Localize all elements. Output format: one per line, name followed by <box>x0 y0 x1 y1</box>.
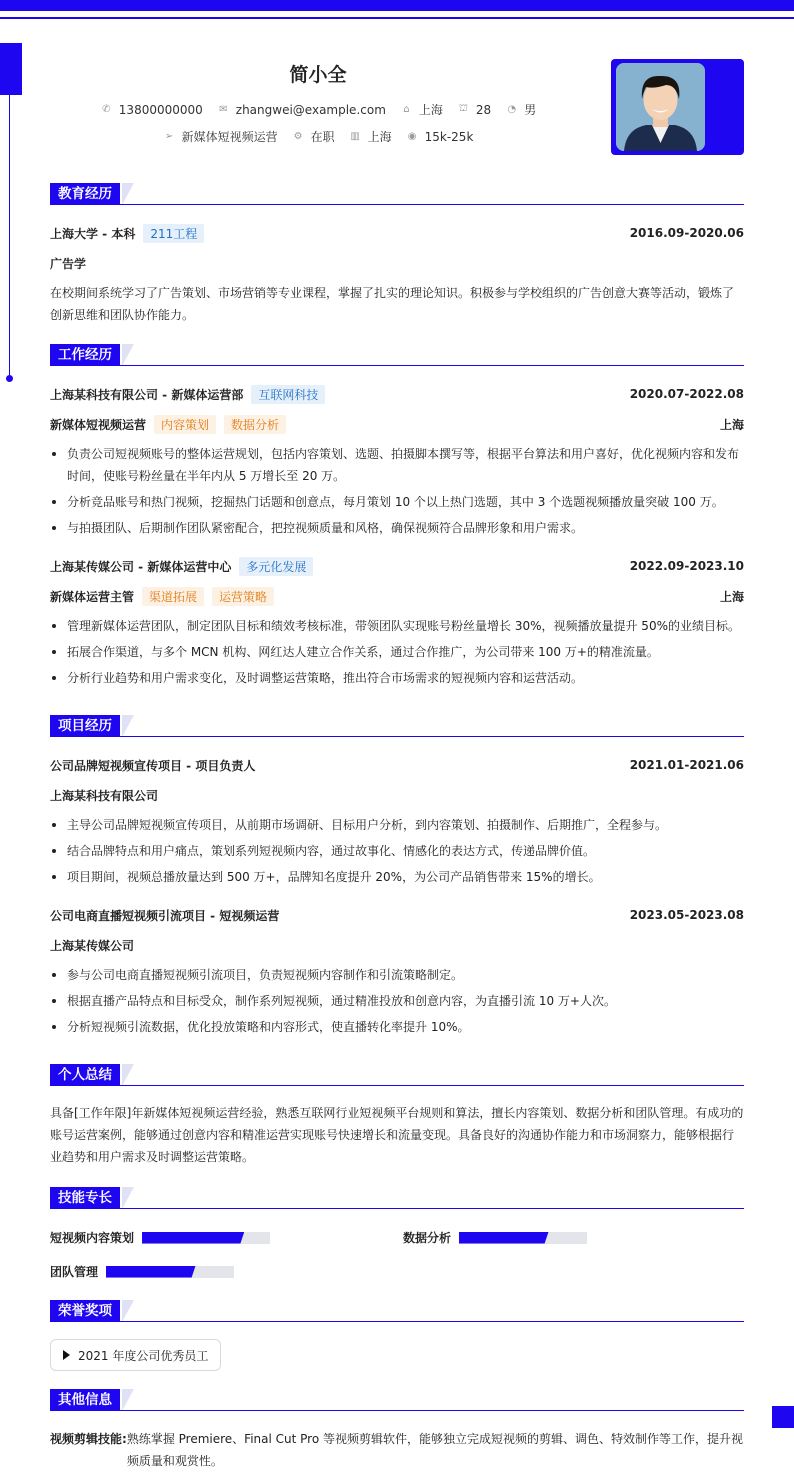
mail-icon: ✉ <box>219 104 228 115</box>
section-other <box>50 1389 744 1411</box>
work-1-header <box>50 383 744 405</box>
list-item: 根据直播产品特点和目标受众，制作系列短视频，通过精准投放和创意内容，为直播引流 10 万+人次。 <box>50 990 744 1012</box>
contact-location: ⌂ 上海 <box>400 101 443 118</box>
job-position: ➢ 新媒体短视频运营 <box>163 128 278 145</box>
top-accent-bar <box>0 0 794 11</box>
section-divider <box>50 736 744 737</box>
salary-icon: ◉ <box>407 131 417 142</box>
school-name: 上海大学 - 本科 <box>50 226 136 241</box>
skill-item <box>403 1229 587 1246</box>
contact-age: ⛫ 28 <box>458 102 492 117</box>
education-date: 2016.09-2020.06 <box>629 226 744 240</box>
work-date: 2022.09-2023.10 <box>629 559 744 573</box>
work-company: 上海某科技有限公司 - 新媒体运营部 <box>50 387 244 402</box>
education-major-row <box>50 252 744 274</box>
job-city: ▥ 上海 <box>350 130 392 144</box>
project-company: 上海某传媒公司 <box>50 938 135 953</box>
section-projects <box>50 715 744 737</box>
list-item: 分析短视频引流数据，优化投放策略和内容形式，使直播转化率提升 10%。 <box>50 1016 744 1038</box>
top-accent-line <box>0 17 794 19</box>
project-2-bullets <box>50 964 744 1042</box>
section-divider <box>50 1208 744 1209</box>
skill-name: 短视频内容策划 <box>50 1231 135 1245</box>
education-header <box>50 222 744 244</box>
section-title-tail <box>122 1300 134 1322</box>
project-1-bullets <box>50 814 744 892</box>
phone-icon: ✆ <box>102 104 111 115</box>
work-company: 上海某传媒公司 - 新媒体运营中心 <box>50 559 232 574</box>
skill-name: 数据分析 <box>403 1231 452 1245</box>
project-2-header <box>50 904 744 926</box>
list-item: 项目期间，视频总播放量达到 500 万+，品牌知名度提升 20%，为公司产品销售带来 15%的增长。 <box>50 866 744 888</box>
contact-gender: ◔ 男 <box>505 101 536 118</box>
section-title-tail <box>122 1389 134 1411</box>
section-title: 教育经历 <box>50 183 120 205</box>
section-divider <box>50 365 744 366</box>
project-title: 公司品牌短视频宣传项目 - 项目负责人 <box>50 758 256 773</box>
status-icon: ⚙ <box>293 131 303 142</box>
contact-phone: ✆ 13800000000 <box>100 103 203 117</box>
list-item: 参与公司电商直播短视频引流项目，负责短视频内容制作和引流策略制定。 <box>50 964 744 986</box>
skill-item <box>50 1263 234 1280</box>
other-info-item <box>50 1428 744 1472</box>
list-item: 管理新媒体运营团队，制定团队目标和绩效考核标准，带领团队实现账号粉丝量增长 30%，视频播放量提升 50%的业绩目标。 <box>50 615 744 637</box>
award-name: 2021 年度公司优秀员工 <box>78 1348 209 1363</box>
section-awards <box>50 1300 744 1322</box>
work-position: 新媒体运营主管 <box>50 589 135 604</box>
section-title: 技能专长 <box>50 1187 120 1209</box>
project-company: 上海某科技有限公司 <box>50 788 159 803</box>
project-date: 2023.05-2023.08 <box>629 908 744 922</box>
skill-name: 团队管理 <box>50 1265 99 1279</box>
section-title: 个人总结 <box>50 1064 120 1086</box>
section-title-tail <box>122 1187 134 1209</box>
project-1-header <box>50 754 744 776</box>
education-description: 在校期间系统学习了广告策划、市场营销等专业课程，掌握了扎实的理论知识。积极参与学校组织的广告创意大赛等活动，锻炼了创新思维和团队协作能力。 <box>50 286 735 322</box>
job-intent-row <box>0 128 636 145</box>
work-industry-tag: 多元化发展 <box>239 557 313 576</box>
work-2-bullets <box>50 615 744 693</box>
work-skill-tag: 渠道拓展 <box>142 587 204 606</box>
age-icon: ⛫ <box>458 103 468 114</box>
triangle-right-icon <box>63 1350 70 1360</box>
section-divider <box>50 1085 744 1086</box>
skill-bar-fill <box>106 1266 196 1278</box>
summary-text: 具备[工作年限]年新媒体短视频运营经验，熟悉互联网行业短视频平台规则和算法，擅长内容策划、数据分析和团队管理。有成功的账号运营案例，能够通过创意内容和精准运营实现账号快速增长和流量变现。具备良好的沟通协作能力和市场洞察力，能够根据行业趋势和用户需求及时调整运营策略。 <box>50 1106 744 1164</box>
section-title: 工作经历 <box>50 344 120 366</box>
contact-row <box>0 101 636 118</box>
section-divider <box>50 1321 744 1322</box>
section-title: 项目经历 <box>50 715 120 737</box>
section-work <box>50 344 744 366</box>
candidate-name: 简小全 <box>289 64 347 86</box>
job-status: ⚙ 在职 <box>292 128 335 145</box>
left-accent-dot <box>6 375 13 382</box>
avatar <box>616 63 705 151</box>
other-info-value: 熟练掌握 Premiere、Final Cut Pro 等视频剪辑软件，能够独立完成短视频的剪辑、调色、特效制作等工作，提升视频质量和观赏性。 <box>126 1432 743 1468</box>
work-2-header <box>50 555 744 577</box>
project-date: 2021.01-2021.06 <box>629 758 744 772</box>
building-icon: ▥ <box>350 131 360 142</box>
work-date: 2020.07-2022.08 <box>629 387 744 401</box>
section-title-tail <box>122 715 134 737</box>
section-title-tail <box>122 183 134 205</box>
photo-frame <box>611 59 744 155</box>
award-item <box>50 1339 221 1371</box>
work-industry-tag: 互联网科技 <box>251 385 325 404</box>
skill-bar-fill <box>142 1232 244 1244</box>
project-title: 公司电商直播短视频引流项目 - 短视频运营 <box>50 908 280 923</box>
send-icon: ➢ <box>164 131 174 142</box>
work-position: 新媒体短视频运营 <box>50 417 147 432</box>
skill-bar-fill <box>459 1232 549 1244</box>
project-2-company-row <box>50 934 744 956</box>
education-major: 广告学 <box>50 256 87 271</box>
right-accent-block <box>772 1406 794 1428</box>
list-item: 与拍摄团队、后期制作团队紧密配合，把控视频质量和风格，确保视频符合品牌形象和用户需求。 <box>50 517 744 539</box>
work-city: 上海 <box>719 589 744 604</box>
list-item: 拓展合作渠道，与多个 MCN 机构、网红达人建立合作关系，通过合作推广，为公司带来 100 万+的精准流量。 <box>50 641 744 663</box>
work-city: 上海 <box>719 417 744 432</box>
other-info-label: 视频剪辑技能: <box>50 1432 127 1446</box>
avatar-portrait-icon <box>616 63 705 151</box>
gender-icon: ◔ <box>507 104 517 115</box>
work-2-position-row <box>50 585 744 607</box>
list-item: 主导公司品牌短视频宣传项目，从前期市场调研、目标用户分析，到内容策划、拍摄制作、后期推广，全程参与。 <box>50 814 744 836</box>
project-1-company-row <box>50 784 744 806</box>
section-summary <box>50 1064 744 1086</box>
work-skill-tag: 数据分析 <box>224 415 286 434</box>
section-title-tail <box>122 344 134 366</box>
school-tag: 211工程 <box>143 224 204 243</box>
work-skill-tag: 运营策略 <box>212 587 274 606</box>
list-item: 负责公司短视频账号的整体运营规划，包括内容策划、选题、拍摄脚本撰写等，根据平台算法和用户喜好，优化视频内容和发布时间，使账号粉丝量在半年内从 5 万增长至 20 万。 <box>50 443 744 487</box>
skill-item <box>50 1229 270 1246</box>
skill-bar <box>106 1266 234 1278</box>
list-item: 结合品牌特点和用户痛点，策划系列短视频内容，通过故事化、情感化的表达方式，传递品牌价值。 <box>50 840 744 862</box>
section-divider <box>50 204 744 205</box>
contact-email: ✉ zhangwei@example.com <box>217 103 386 117</box>
list-item: 分析竞品账号和热门视频，挖掘热门话题和创意点，每月策划 10 个以上热门选题，其中 3 个选题视频播放量突破 100 万。 <box>50 491 744 513</box>
section-divider <box>50 1410 744 1411</box>
skill-bar <box>142 1232 270 1244</box>
section-title-tail <box>122 1064 134 1086</box>
work-1-bullets <box>50 443 744 543</box>
section-title: 其他信息 <box>50 1389 120 1411</box>
section-skills <box>50 1187 744 1209</box>
home-icon: ⌂ <box>403 104 410 115</box>
section-title: 荣誉奖项 <box>50 1300 120 1322</box>
skill-bar <box>459 1232 587 1244</box>
work-skill-tag: 内容策划 <box>154 415 216 434</box>
work-1-position-row <box>50 413 744 435</box>
list-item: 分析行业趋势和用户需求变化，及时调整运营策略，推出符合市场需求的短视频内容和运营活动。 <box>50 667 744 689</box>
job-salary: ◉ 15k-25k <box>406 130 474 144</box>
section-education <box>50 183 744 205</box>
